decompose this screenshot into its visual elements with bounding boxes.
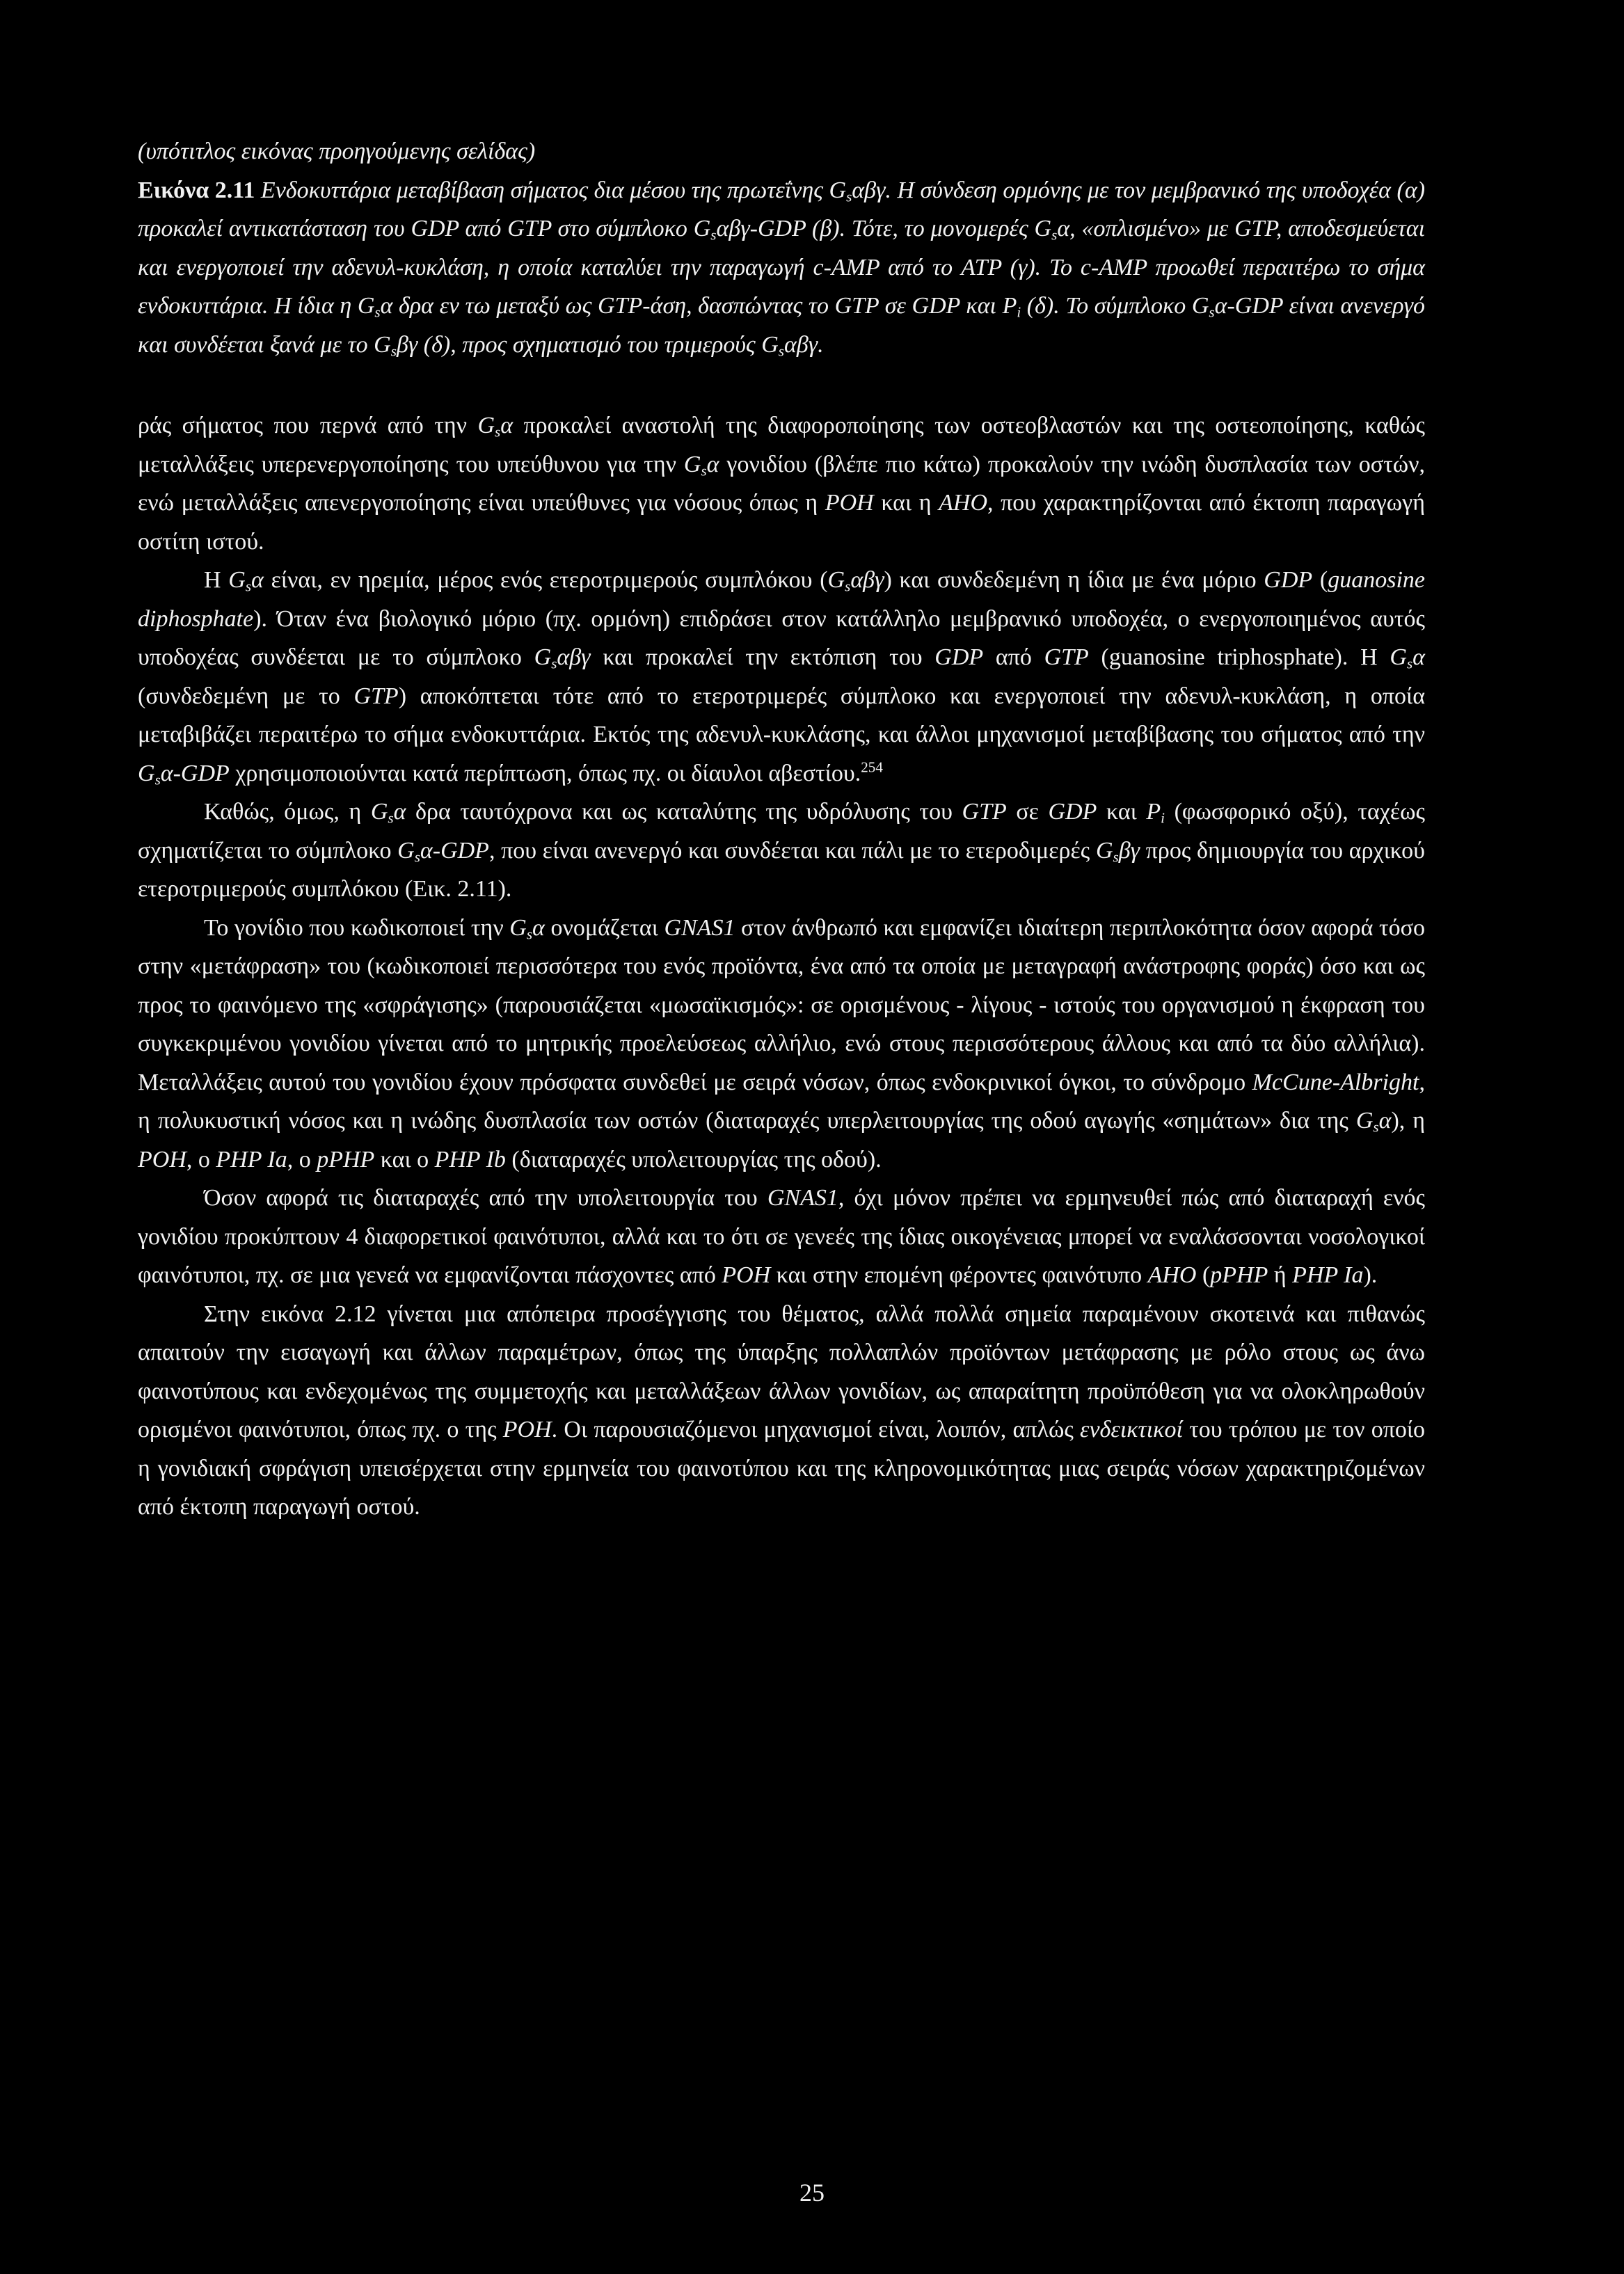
paragraph-3: Καθώς, όμως, η $G_s\alpha$ δρα ταυτόχρονα και ως καταλύτης της υδρόλυσης του GTP σε GDP και $P_i$ (φωσφορικό οξύ), ταχέως σχηματίζεται το σύμπλοκο $G_s\alpha$-GDP, που είναι ανενεργό και συνδέεται και πάλι με το ετεροδιμερές $G_s\beta\gamma$ προς δημιουργία του αρχικού ετεροτριμερούς συμπλόκου (Εικ. 2.11). xyxy=(138,799,1426,902)
footnote-ref: 254 xyxy=(861,758,883,775)
page-content xyxy=(138,132,1425,1527)
figure-caption xyxy=(138,171,1425,365)
body-text xyxy=(138,406,1425,1527)
paragraph-1: ράς σήματος που περνά από την $G_s\alpha$ προκαλεί αναστολή της διαφοροποίησης των οστεοβλαστών και της οστεοποίησης, καθώς μεταλλάξεις υπερενεργοποίησης του υπεύθυνου για την $G_s\alpha$ γονιδίου (βλέπε πιο κάτω) προκαλούν την ινώδη δυσπλασία των οστών, ενώ μεταλλάξεις απενεργοποίησης είναι υπεύθυνες για νόσους όπως η POH και η AHO, που χαρακτηρίζονται από έκτοπη παραγωγή οστίτη ιστού. xyxy=(138,413,1425,555)
caption-subtitle: (υπότιτλος εικόνας προηγούμενης σελίδας) xyxy=(138,138,536,164)
paragraph-5: Όσον αφορά τις διαταραχές από την υπολειτουργία του GNAS1, όχι μόνον πρέπει να ερμηνευθεί πώς από διαταραχή ενός γονιδίου προκύπτουν 4 διαφορετικοί φαινότυποι, αλλά και το ότι σε γενεές της ίδιας οικογένειας μπορεί να εναλάσσονται νοσολογικοί φαινότυποι, πχ. σε μια γενεά να εμφανίζονται πάσχοντες από POH και στην επομένη φέροντες φαινότυπο AHO (pPHP ή PHP Ia). xyxy=(138,1185,1426,1288)
paragraph-4: Το γονίδιο που κωδικοποιεί την $G_s\alpha$ ονομάζεται GNAS1 στον άνθρωπό και εμφανίζει ιδιαίτερη περιπλοκότητα όσον αφορά τόσο στην «μετάφραση» του (κωδικοποιεί περισσότερα του ενός προϊόντα, ένα από τα οποία με μεταγραφή ανάστροφης φοράς) όσο και ως προς το φαινόμενο της «σφράγισης» (παρουσιάζεται «μωσαϊκισμός»: σε ορισμένους - λίγους - ιστούς του οργανισμού η έκφραση του συγκεκριμένου γονιδίου γίνεται από το μητρικής προελεύσεως αλλήλιο, ενώ στους περισσότερους άλλους και από τα δύο αλλήλια). Μεταλλάξεις αυτού του γονιδίου έχουν πρόσφατα συνδεθεί με σειρά νόσων, όπως ενδοκρινικοί όγκοι, το σύνδρομο McCune-Albright, η πολυκυστική νόσος και η ινώδης δυσπλασία των οστών (διαταραχές υπερλειτουργίας της οδού αγωγής «σημάτων» δια της $G_s\alpha$), η POH, ο PHP Ia, ο pPHP και ο PHP Ib (διαταραχές υπολειτουργίας της οδού). xyxy=(138,914,1425,1172)
paragraph-6: Στην εικόνα 2.12 γίνεται μια απόπειρα προσέγγισης του θέματος, αλλά πολλά σημεία παραμένουν σκοτεινά και πιθανώς απαιτούν την εισαγωγή και άλλων παραμέτρων, όπως της ύπαρξης πολλαπλών προϊόντων μετάφρασης με ρόλο στους ως άνω φαινοτύπους και ενδεχομένως της συμμετοχής και μεταλλάξεων άλλων γονιδίων, ως απαραίτητη προϋπόθεση για να ολοκληρωθούν ορισμένοι φαινότυποι, όπως πχ. ο της POH. Οι παρουσιαζόμενοι μηχανισμοί είναι, λοιπόν, απλώς ενδεικτικοί του τρόπου με τον οποίο η γονιδιακή σφράγιση υπεισέρχεται στην ερμηνεία του φαινοτύπου και της κληρονομικότητας μιας σειράς νόσων χαρακτηριζομένων από έκτοπη παραγωγή οστού. xyxy=(138,1301,1426,1520)
caption-text: Ενδοκυττάρια μεταβίβαση σήματος δια μέσου της πρωτεΐνης $G_s\alpha\beta\gamma$. Η σύνδεση ορμόνης με τον μεμβρανικό της υποδοχέα (α) προκαλεί αντικατάσταση του GDP από GTP στο σύμπλοκο $G_s\alpha\beta\gamma$-GDP (β). Τότε, το μονομερές $G_s\alpha$, «οπλισμένο» με GTP, αποδεσμεύεται και ενεργοποιεί την αδενυλ-κυκλάση, η οποία καταλύει την παραγωγή c-AMP από το ATP (γ). Το c-AMP προωθεί περαιτέρω το σήμα ενδοκυττάρια. Η ίδια η $G_s\alpha$ δρα εν τω μεταξύ ως GTP-άση, δασπώντας το GTP σε GDP και $P_i$ (δ). Το σύμπλοκο $G_s\alpha$-GDP είναι ανενεργό και συνδέεται ξανά με το $G_s\beta\gamma$ (δ), προς σχηματισμό του τριμερούς $G_s\alpha\beta\gamma$. xyxy=(138,177,1426,359)
paragraph-2: Η $G_s\alpha$ είναι, εν ηρεμία, μέρος ενός ετεροτριμερούς συμπλόκου $(G_s\alpha\beta\gamma)$ και συνδεδεμένη η ίδια με ένα μόριο GDP (guanosine diphosphate). Όταν ένα βιολογικό μόριο (πχ. ορμόνη) επιδράσει στον κατάλληλο μεμβρανικό υποδοχέα, ο ενεργοποιημένος αυτός υποδοχέας συνδέεται με το σύμπλοκο $G_s\alpha\beta\gamma$ και προκαλεί την εκτόπιση του GDP από GTP (guanosine triphosphate). Η $G_s\alpha$ (συνδεδεμένη με το GTP) αποκόπτεται τότε από το ετεροτριμερές σύμπλοκο και ενεργοποιεί την αδενυλ-κυκλάση, η οποία μεταβιβάζει περαιτέρω το σήμα ενδοκυττάρια. Εκτός της αδενυλ-κυκλάσης, και άλλοι μηχανισμοί μεταβίβασης του σήματος από την $G_s\alpha$-GDP χρησιμοποιούνται κατά περίπτωση, όπως πχ. οι δίαυλοι αβεστίου.$^{254}$ xyxy=(138,567,1426,788)
page-number: 25 xyxy=(799,2179,825,2207)
figure-label: Εικόνα 2.11 xyxy=(138,177,255,203)
